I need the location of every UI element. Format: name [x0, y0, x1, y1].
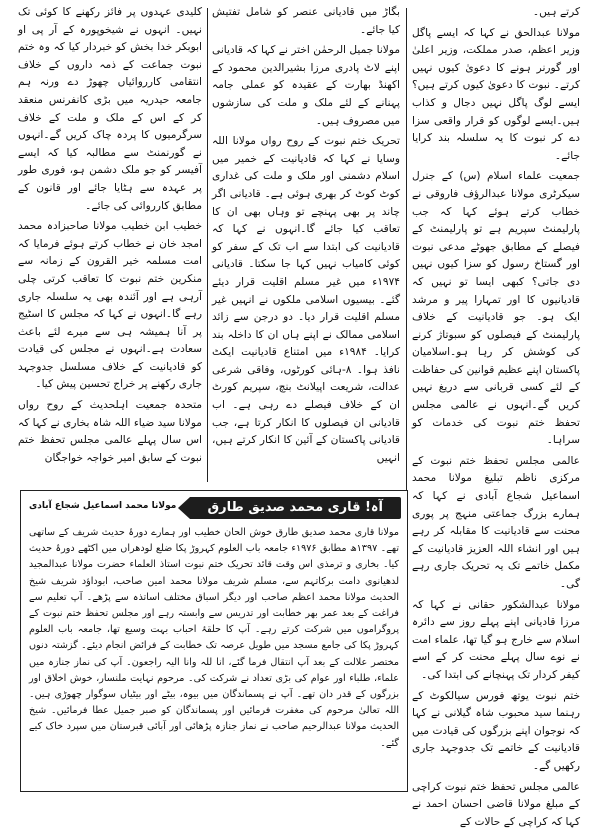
paragraph: تحریک ختم نبوت کے روح رواں مولانا اللہ وسایا نے کہا کہ قادیانیت کے خمیر میں اسلام دشمنی اور ملک و ملت کی غداری کوٹ کوٹ کر بھری ہوئی ہے۔ قادیانی اگر چاند پر بھی پہنچے تو وہاں بھی ان کا تعاقب کیا جائے گا۔انہوں نے کہا کہ قادیانیت کی ابتدا سے اب تک کے سفر کو کوئی کامیاب نہیں کہا جا سکتا۔ قادیانی ۱۹۷۴ء میں غیر مسلم اقلیت قرار دیئے گئے۔ بیسیوں اسلامی ملکوں نے انہیں غیر مسلم اقلیت قرار دیا۔ دو درجن سے زائد اسلامی ممالک نے اپنے ہاں ان کا داخلہ بند کرایا۔ ۱۹۸۴ء میں امتناع قادیانیت ایکٹ نافذ ہوا۔ ۸-ہائی کورٹوں، وفاقی شرعی عدالت، شریعت اپیلانٹ بنچ، سپریم کورٹ ان کے خلاف فیصلے دے رہی ہے۔ اب قادیانی ان فیصلوں کا انکار کرتا ہے، جب قادیانی پاکستان کے آئین کا انکار کرتے ہیں، انہیں — [212, 135, 400, 464]
column-middle — [212, 4, 400, 482]
obituary-text: مولانا قاری محمد صدیق طارق خوش الحان خطیب اور ہمارے دورۂ حدیث شریف کے ساتھی تھے۔ ۱۳۹۷ھ مطابق ۱۹۷۶ء جامعہ باب العلوم کہروڑ پکا ضلع لودھراں میں اکٹھے دورۂ حدیث کیا۔ بخاری و ترمذی اس وقت قائد تحریک ختم نبوت استاذ العلماء حضرت مولانا عبدالمجید لدھیانوی دامت برکاتہم سے، مسلم شریف مولانا محمد امین صاحب، ابوداؤد شریف شیخ الحدیث مولانا محمد اعظم صاحب اور دیگر اسباق مختلف اساتذہ سے پڑھے۔ آپ تعلیم سے فراغت کے بعد عمر بھر خطابت اور تدریس سے وابستہ رہے اور مجلس تحفظ ختم نبوت کے پروگراموں میں شرکت کرتے رہے۔ آپ کا حلقۂ احباب بہت وسیع تھا، جامعہ باب العلوم کہروڑ پکا کی جامع مسجد میں طویل عرصہ تک خطابت کے فرائض انجام دیئے۔ گزشتہ دنوں مختصر علالت کے بعد آپ انتقال فرما گئے، انا للہ وانا الیہ راجعون۔ آپ کی نماز جنازہ میں علماء، طلباء اور عوام کی بڑی تعداد نے شرکت کی۔ مرحوم نہایت ملنسار، خوش اخلاق اور بزرگوں کے قدر دان تھے۔ آپ نے پسماندگان میں بیوہ، بیٹے اور بیٹیاں سوگوار چھوڑی ہیں۔ اللہ تعالیٰ مرحوم کی مغفرت فرمائیں اور پسماندگان کو صبر جمیل عطا فرمائیں۔ شیخ الحدیث مولانا عبدالرحیم صاحب نے نماز جنازہ پڑھائی اور آبائی قبرستان میں سپرد خاک کیے گئے۔ — [29, 527, 399, 749]
column-divider — [207, 8, 208, 482]
paragraph: عالمی مجلس تحفظ ختم نبوت کراچی کے مبلغ مولانا قاضی احسان احمد نے کہا کہ کراچی کے حالات کے — [412, 780, 580, 828]
paragraph: جمعیت علماء اسلام (س) کے جنرل سیکرٹری مولانا عبدالرؤف فاروقی نے خطاب کرتے ہوئے کہا کہ جب پارلیمنٹ سپریم ہے تو پارلیمنٹ کے فیصلے کے مطابق جھوٹے مدعی نبوت اور گستاخ رسول کو سزا کیوں نہیں دی جاتی؟ کبھی ایسا تو نہیں کہ قادیانیوں کا اور تمہارا پیر و مرشد ایک ہو۔ جو قادیانیت کے خلاف پارلیمنٹ کے فیصلوں کو سبوتاژ کرنے کی کوشش کر رہا ہو۔اسلامیان پاکستان اپنے عظیم قوانین کی حفاظت کے لئے کسی قربانی سے دریغ نہیں کریں گے۔انہوں نے عالمی مجلس تحفظ ختم نبوت کی خدمات کو سراہا۔ — [412, 170, 580, 447]
paragraph: مولانا عبدالحق نے کہا کہ ایسے پاگل وزیر اعظم، صدر مملکت، وزیر اعلیٰ اور گورنر ہونے کا دعویٰ کیوں نہیں کرتے۔ نبوت کا دعویٰ کیوں کرتے ہیں؟ ایسے لوگ پاگل نہیں دجال و کذاب ہیں۔ایسے لوگوں کو قرار واقعی سزا دے کر نبوت کا یہ سلسلہ بند کرایا جائے۔ — [412, 26, 580, 162]
paragraph: مولانا جمیل الرحمٰن اختر نے کہا کہ قادیانی اپنے لاٹ پادری مرزا بشیرالدین محمود کے اکھنڈ بھارت کے عقیدہ کو عملی جامہ پہنانے کے لئے ملک و ملت کی سازشوں میں مصروف ہیں۔ — [212, 44, 400, 127]
obituary-body — [29, 525, 399, 787]
obituary-author: مولانا محمد اسماعیل شجاع آبادی — [29, 501, 177, 511]
obituary-box — [20, 490, 408, 792]
column-right — [412, 4, 580, 828]
paragraph: خطیب ابن خطیب مولانا صاحبزادہ محمد امجد خان نے خطاب کرتے ہوئے فرمایا کہ امت مسلمہ خیر القرون کے زمانہ سے منکرین ختم نبوت کا تعاقب کرتی چلی آرہی ہے اور آئندہ بھی یہ سلسلہ جاری رہے گا۔انہوں نے کہا کہ مجلس کا اسٹیج پر آنا ہمیشہ ہی سے میرے لئے باعث سعادت ہے۔انہوں نے مجلس کی قیادت کو قادیانیت کے خلاف مسلسل جدوجہد جاری رکھنے پر خراج تحسین پیش کیا۔ — [18, 220, 202, 391]
column-left — [18, 4, 202, 482]
paragraph: متحدہ جمعیت اہلحدیث کے روح رواں مولانا سید ضیاء اللہ شاہ بخاری نے کہا کہ اس سال پہلے عالمی مجلس تحفظ ختم نبوت کے سابق امیر خواجہ خواجگان — [18, 399, 202, 464]
paragraph: مولانا عبدالشکور حقانی نے کہا کہ مرزا قادیانی اپنے پہلے روز سے دائرہ اسلام سے خارج ہو گیا تھا، علماء امت نے نوے سال پہلے محنت کر کے اسے کیفر کردار تک پہنچانے کی ابتدا کی۔ — [412, 598, 580, 681]
obituary-title-banner — [178, 497, 401, 519]
paragraph: کرتے ہیں۔ — [532, 6, 580, 18]
paragraph: عالمی مجلس تحفظ ختم نبوت کے مرکزی ناظم تبلیغ مولانا محمد اسماعیل شجاع آبادی نے کہا کہ ہمارے بزرگ جماعتی منہج پر پوری محنت سے قادیانیت کا مقابلہ کر رہے ہیں اور انشاء اللہ العزیز قادیانیت کے مکمل خاتمے تک یہ تحریک جاری رہے گی۔ — [412, 454, 580, 590]
paragraph: کلیدی عہدوں پر فائز رکھنے کا کوئی تک نہیں۔ انہوں نے شیخوپورہ کے آر پی او ابوبکر خدا بخش کو خبردار کیا کہ وہ ختم نبوت جماعت کے ذمہ داروں کے خلاف انتقامی کارروائیاں چھوڑ دے ورنہ ہم جامعہ حیدریہ میں بڑی کانفرنس منعقد کر کے اس کے ملک و ملت کے خلاف سرگرمیوں کا پردہ چاک کریں گے۔انہوں نے گورنمنٹ سے مطالبہ کیا کہ ایسے آفیسر کو جو ملک دشمن ہو، فوری طور پر عہدہ سے ہٹایا جائے اور قانون کے مطابق کارروائی کی جائے۔ — [18, 6, 202, 212]
paragraph: ختم نبوت یوتھ فورس سیالکوٹ کے رہنما سید محبوب شاہ گیلانی نے کہا کہ نوجوان اپنے بزرگوں کی قیادت میں قادیانیت کے خاتمے تک جدوجہد جاری رکھیں گے۔ — [412, 689, 580, 772]
banner-tail — [178, 497, 190, 519]
obituary-title: آہ! قاری محمد صدیق طارق — [190, 497, 401, 519]
paragraph: بگاڑ میں قادیانی عنصر کو شامل تفتیش کیا جائے۔ — [212, 6, 400, 36]
